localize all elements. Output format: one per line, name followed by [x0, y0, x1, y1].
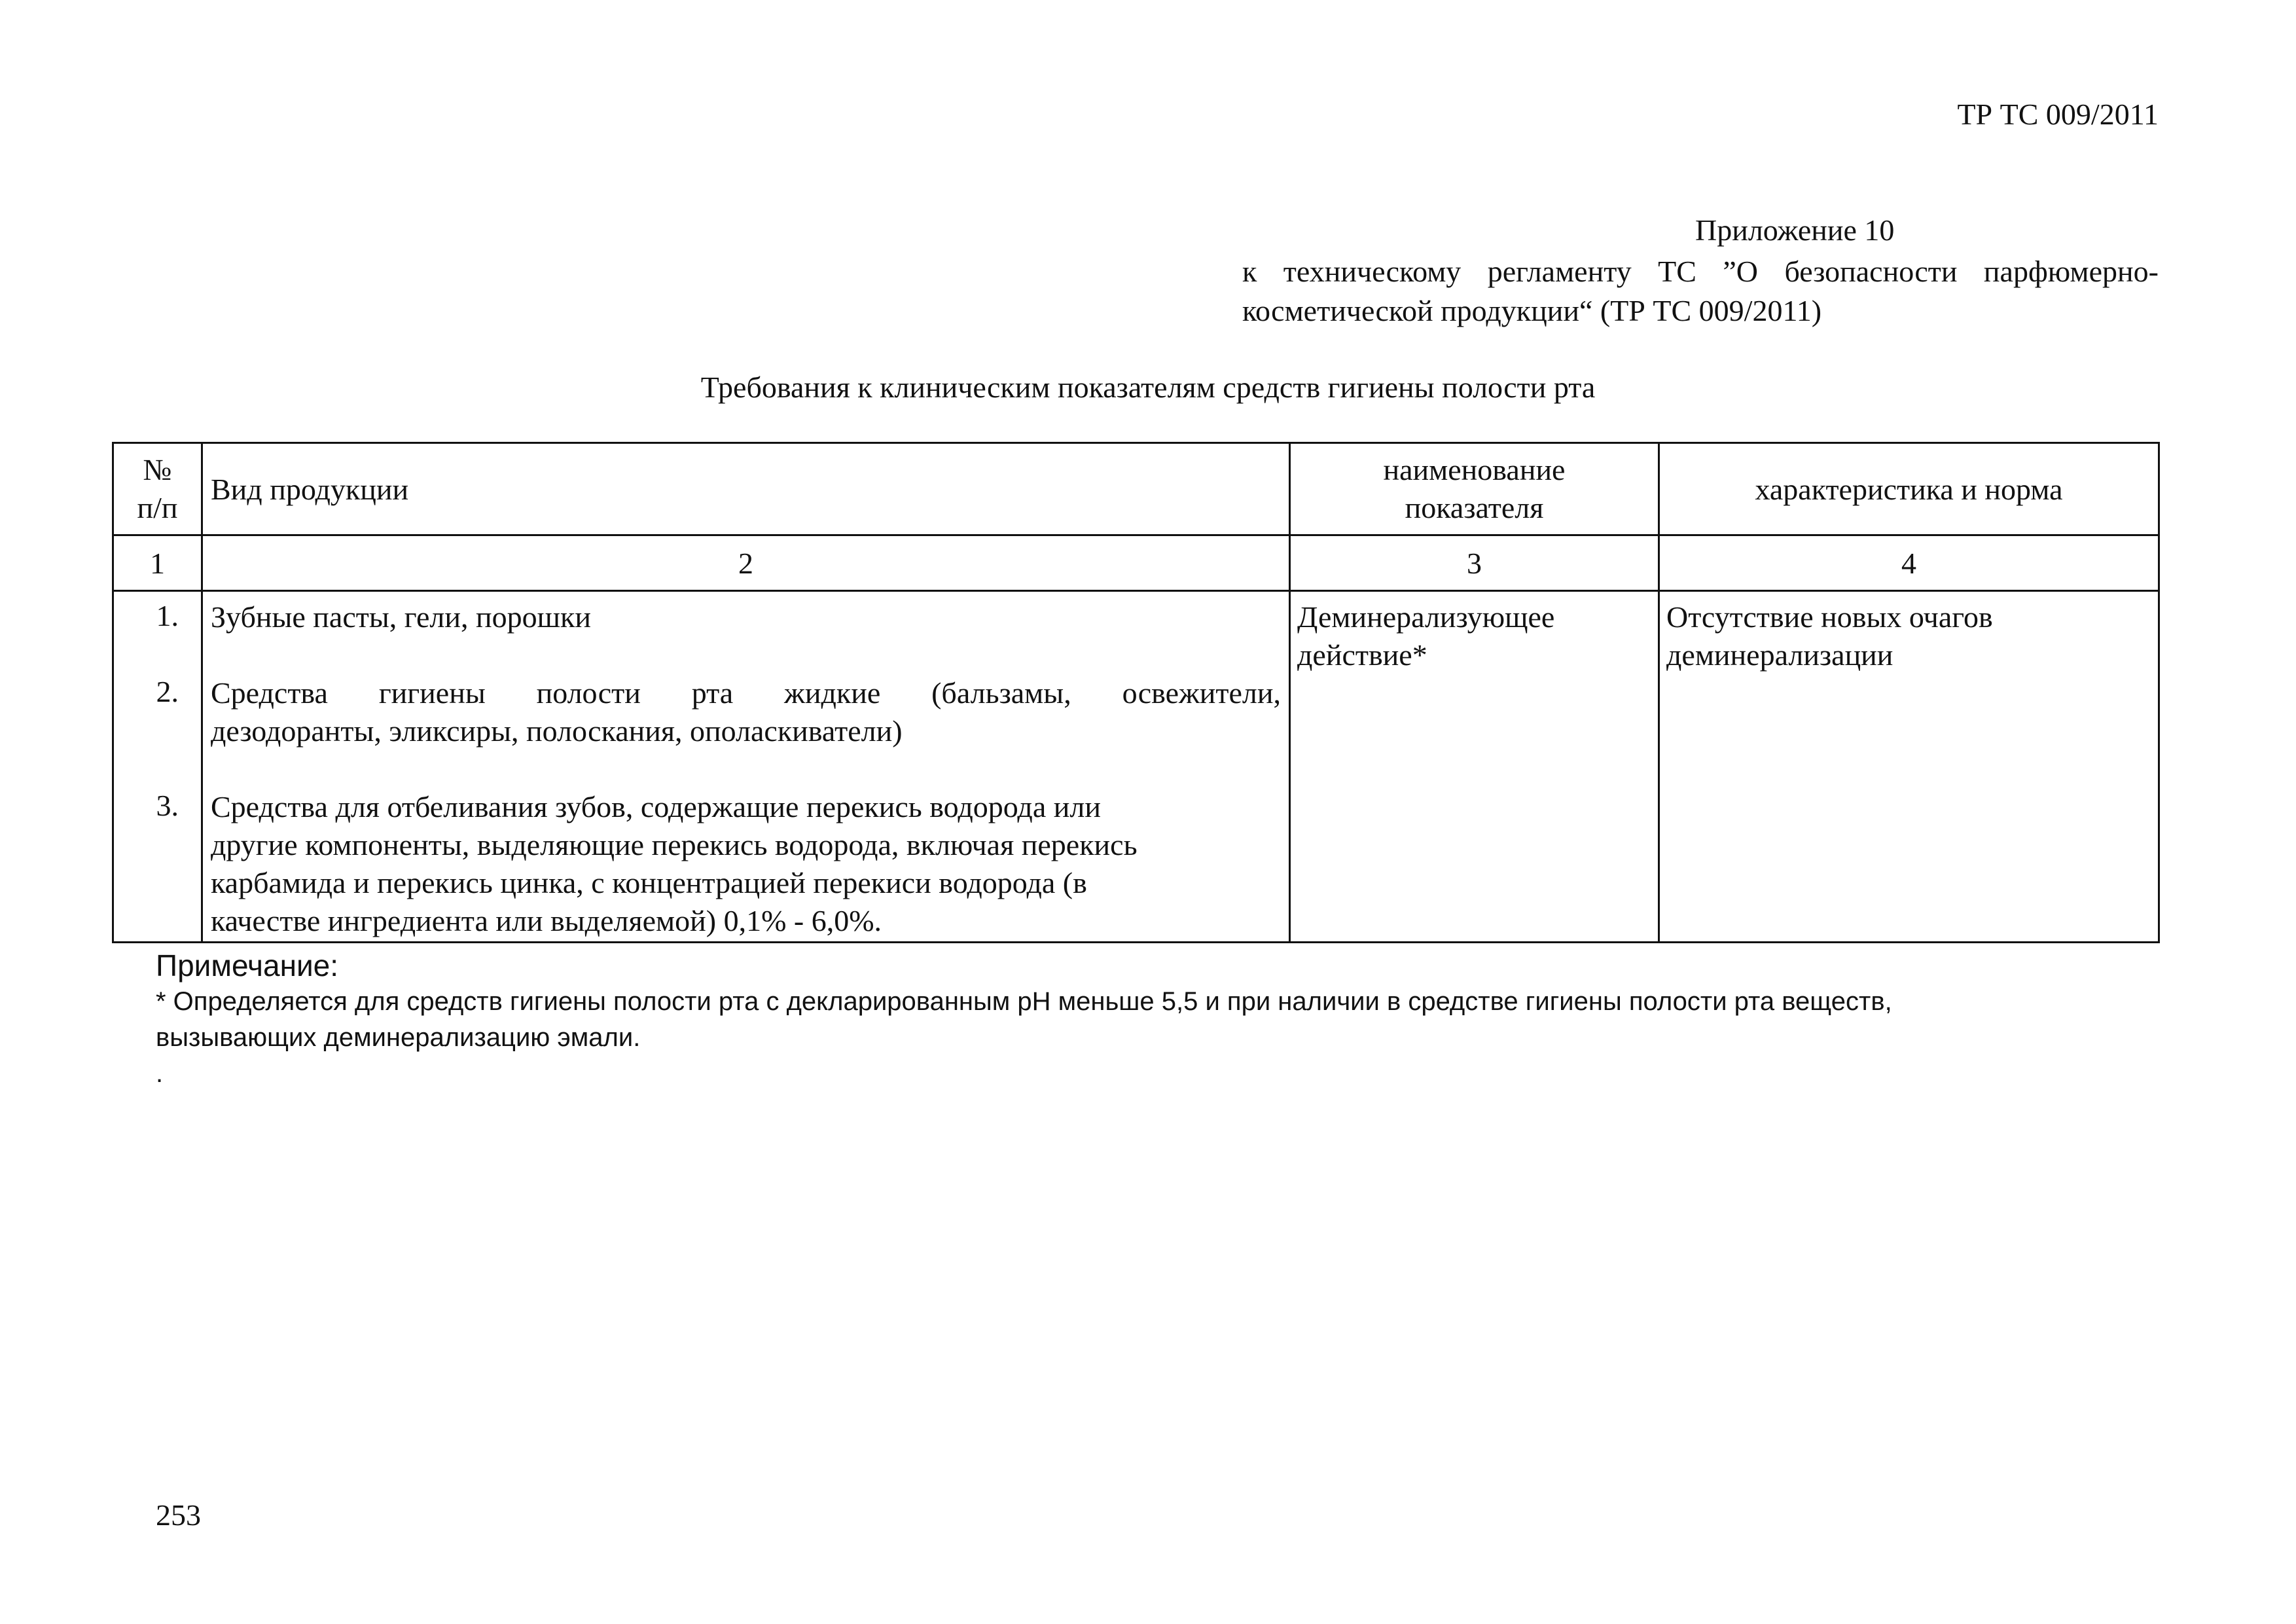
requirements-table: [112, 442, 2160, 943]
product-item-3-line-4: качестве ингредиента или выделяемой) 0,1% - 6,0%.: [211, 904, 882, 937]
header-indicator-line-2: показателя: [1405, 491, 1544, 524]
product-item-1: [211, 598, 1281, 636]
indicator-line-2: действие*: [1297, 638, 1427, 672]
norm-cell: [1659, 591, 2159, 943]
column-number-4: 4: [1659, 535, 2159, 591]
table-title: Требования к клиническим показателям средств гигиены полости рта: [700, 370, 1596, 404]
note-label: Примечание:: [156, 948, 339, 983]
column-number-2: 2: [202, 535, 1290, 591]
note-text-line-1: * Определяется для средств гигиены полости рта с декларированным рН меньше 5,5 и при наличии в средстве гигиены полости рта веществ,: [156, 987, 1892, 1016]
header-product-type: Вид продукции: [202, 443, 1290, 535]
column-number-3: 3: [1290, 535, 1659, 591]
note-trailing-dot: .: [156, 1059, 164, 1088]
document-code: ТР ТС 009/2011: [1957, 98, 2159, 131]
norm-text: [1666, 598, 1993, 674]
item-index-1: 1.: [156, 599, 179, 632]
appendix-title: Приложение 10: [1695, 213, 1895, 247]
page-number: 253: [156, 1498, 201, 1532]
product-item-2: [211, 674, 1281, 750]
product-item-2-line-1: Средства гигиены полости рта жидкие (бальзамы, освежители,: [211, 676, 1281, 710]
indicator-cell: [1290, 591, 1659, 943]
indicator-line-1: Деминерализующее: [1297, 600, 1555, 634]
table-row: [113, 591, 2159, 943]
header-number-abbrev: п/п: [137, 491, 178, 524]
product-item-3-line-2: другие компоненты, выделяющие перекись водорода, включая перекись: [211, 828, 1138, 861]
header-number-cell: [113, 443, 202, 535]
norm-line-2: деминерализации: [1666, 638, 1893, 672]
note-text-line-2: вызывающих деминерализацию эмали.: [156, 1023, 641, 1052]
indicator-text: [1297, 598, 1554, 674]
product-type-cell: [202, 591, 1290, 943]
product-item-1-line-1: Зубные пасты, гели, порошки: [211, 600, 591, 634]
column-number-1: 1: [113, 535, 202, 591]
norm-line-1: Отсутствие новых очагов: [1666, 600, 1993, 634]
index-cell: [113, 591, 202, 943]
product-item-2-line-2: дезодоранты, эликсиры, полоскания, ополаскиватели): [211, 714, 903, 748]
product-item-3-line-1: Средства для отбеливания зубов, содержащие перекись водорода или: [211, 790, 1101, 823]
column-number-row: [113, 535, 2159, 591]
header-indicator-cell: [1290, 443, 1659, 535]
header-number-symbol: №: [143, 453, 172, 486]
header-norm: характеристика и норма: [1659, 443, 2159, 535]
product-item-3: [211, 788, 1281, 940]
header-indicator-line-1: наименование: [1383, 453, 1566, 486]
item-index-3: 3.: [156, 789, 179, 822]
appendix-reference-line-2: косметической продукции“ (ТР ТС 009/2011): [1242, 294, 1822, 327]
appendix-reference-line-1: к техническому регламенту ТС ”О безопасности парфюмерно-: [1242, 255, 2159, 288]
item-index-2: 2.: [156, 675, 179, 708]
table-header-row: [113, 443, 2159, 535]
product-item-3-line-3: карбамида и перекись цинка, с концентрацией перекиси водорода (в: [211, 866, 1087, 899]
